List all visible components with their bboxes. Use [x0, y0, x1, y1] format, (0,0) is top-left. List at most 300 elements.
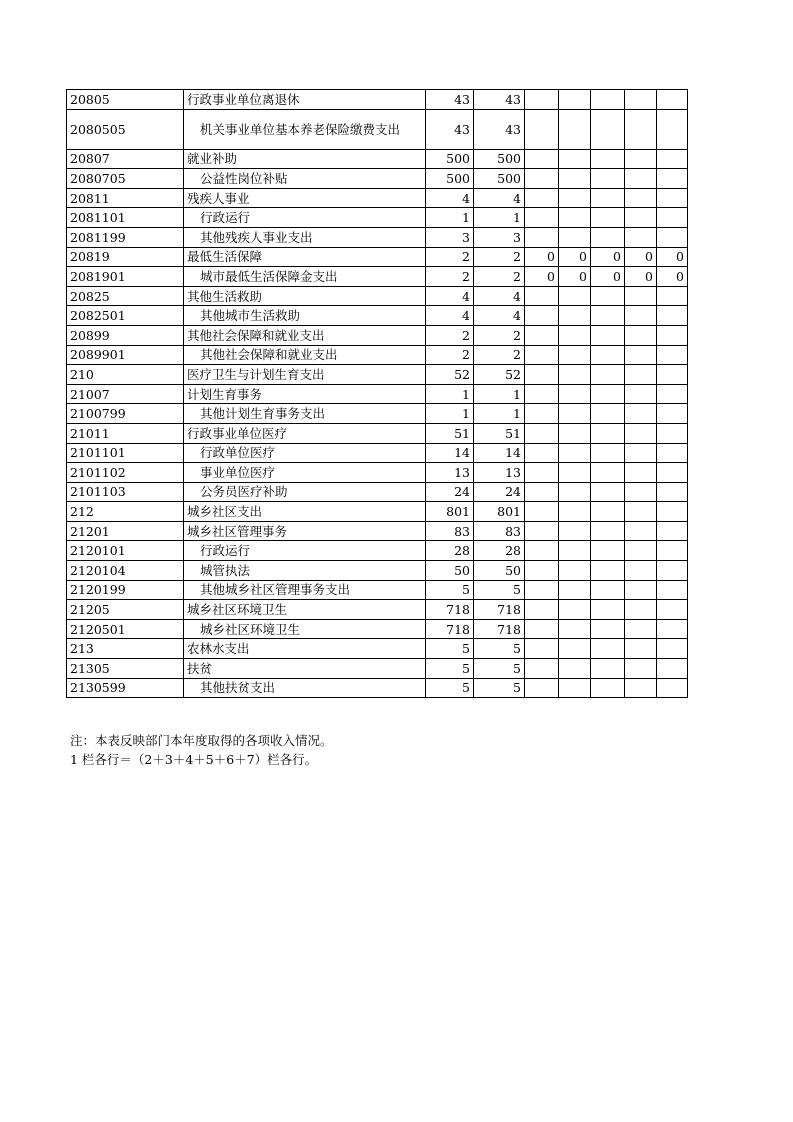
amount-cell-col-3	[525, 482, 559, 502]
amount-cell-col-5	[591, 678, 625, 698]
amount-cell-col-5	[591, 659, 625, 679]
amount-cell-col-3	[525, 659, 559, 679]
amount-cell-col-1: 3	[426, 227, 474, 247]
amount-cell-col-4	[559, 678, 591, 698]
table-row	[67, 306, 688, 326]
amount-cell-col-2: 4	[474, 306, 525, 326]
amount-cell-col-6	[625, 423, 657, 443]
amount-cell-col-6	[625, 678, 657, 698]
amount-cell-col-3	[525, 619, 559, 639]
amount-cell-col-3	[525, 188, 559, 208]
amount-cell-col-2: 52	[474, 365, 525, 385]
amount-cell-col-7	[657, 600, 688, 620]
amount-cell-col-5	[591, 482, 625, 502]
amount-cell-col-5	[591, 306, 625, 326]
amount-cell-col-1: 718	[426, 619, 474, 639]
amount-cell-col-1: 2	[426, 345, 474, 365]
amount-cell-col-3	[525, 580, 559, 600]
account-name-cell: 城乡社区环境卫生	[184, 600, 426, 620]
account-name-cell: 其他社会保障和就业支出	[184, 325, 426, 345]
amount-cell-col-7	[657, 90, 688, 110]
amount-cell-col-5: 0	[591, 247, 625, 267]
amount-cell-col-6	[625, 188, 657, 208]
amount-cell-col-1: 52	[426, 365, 474, 385]
amount-cell-col-2: 2	[474, 325, 525, 345]
amount-cell-col-1: 4	[426, 306, 474, 326]
amount-cell-col-5	[591, 463, 625, 483]
amount-cell-col-7	[657, 541, 688, 561]
amount-cell-col-3	[525, 325, 559, 345]
account-code-cell: 2082501	[67, 306, 184, 326]
amount-cell-col-6	[625, 580, 657, 600]
amount-cell-col-3	[525, 286, 559, 306]
amount-cell-col-6	[625, 561, 657, 581]
account-code-cell: 20807	[67, 149, 184, 169]
table-row	[67, 600, 688, 620]
amount-cell-col-2: 5	[474, 678, 525, 698]
amount-cell-col-4	[559, 109, 591, 149]
amount-cell-col-4	[559, 659, 591, 679]
amount-cell-col-6: 0	[625, 267, 657, 287]
amount-cell-col-4	[559, 208, 591, 228]
account-name-cell: 其他残疾人事业支出	[184, 227, 426, 247]
account-code-cell: 213	[67, 639, 184, 659]
amount-cell-col-1: 1	[426, 208, 474, 228]
amount-cell-col-6	[625, 325, 657, 345]
account-code-cell: 2101103	[67, 482, 184, 502]
amount-cell-col-7	[657, 365, 688, 385]
table-row	[67, 404, 688, 424]
account-name-cell: 城管执法	[184, 561, 426, 581]
column-formula-note: 1 栏各行＝（2＋3＋4＋5＋6＋7）栏各行。	[70, 752, 318, 767]
account-code-cell: 2081101	[67, 208, 184, 228]
amount-cell-col-4	[559, 345, 591, 365]
amount-cell-col-4	[559, 639, 591, 659]
amount-cell-col-7	[657, 109, 688, 149]
amount-cell-col-1: 4	[426, 286, 474, 306]
amount-cell-col-1: 4	[426, 188, 474, 208]
account-code-cell: 2081199	[67, 227, 184, 247]
table-row	[67, 169, 688, 189]
account-name-cell: 农林水支出	[184, 639, 426, 659]
account-code-cell: 2080705	[67, 169, 184, 189]
amount-cell-col-6	[625, 443, 657, 463]
amount-cell-col-5	[591, 227, 625, 247]
table-row	[67, 423, 688, 443]
account-name-cell: 城乡社区环境卫生	[184, 619, 426, 639]
amount-cell-col-4: 0	[559, 267, 591, 287]
amount-cell-col-6	[625, 109, 657, 149]
amount-cell-col-3	[525, 561, 559, 581]
table-row	[67, 149, 688, 169]
account-name-cell: 行政单位医疗	[184, 443, 426, 463]
amount-cell-col-5	[591, 580, 625, 600]
amount-cell-col-6	[625, 463, 657, 483]
account-code-cell: 2120101	[67, 541, 184, 561]
amount-cell-col-7	[657, 561, 688, 581]
amount-cell-col-1: 801	[426, 502, 474, 522]
amount-cell-col-2: 801	[474, 502, 525, 522]
account-name-cell: 扶贫	[184, 659, 426, 679]
amount-cell-col-7	[657, 345, 688, 365]
amount-cell-col-4	[559, 580, 591, 600]
amount-cell-col-1: 2	[426, 325, 474, 345]
amount-cell-col-6: 0	[625, 247, 657, 267]
amount-cell-col-2: 51	[474, 423, 525, 443]
amount-cell-col-7	[657, 521, 688, 541]
amount-cell-col-4	[559, 463, 591, 483]
amount-cell-col-1: 1	[426, 384, 474, 404]
table-row	[67, 286, 688, 306]
amount-cell-col-2: 718	[474, 600, 525, 620]
amount-cell-col-5	[591, 169, 625, 189]
account-name-cell: 其他扶贫支出	[184, 678, 426, 698]
amount-cell-col-6	[625, 659, 657, 679]
amount-cell-col-5	[591, 384, 625, 404]
amount-cell-col-6	[625, 482, 657, 502]
amount-cell-col-5	[591, 639, 625, 659]
amount-cell-col-2: 4	[474, 286, 525, 306]
account-name-cell: 城乡社区管理事务	[184, 521, 426, 541]
account-name-cell: 其他城乡社区管理事务支出	[184, 580, 426, 600]
account-code-cell: 2120501	[67, 619, 184, 639]
amount-cell-col-1: 2	[426, 247, 474, 267]
amount-cell-col-2: 5	[474, 659, 525, 679]
amount-cell-col-4	[559, 541, 591, 561]
table-row	[67, 227, 688, 247]
amount-cell-col-3	[525, 502, 559, 522]
amount-cell-col-7	[657, 384, 688, 404]
account-code-cell: 21201	[67, 521, 184, 541]
amount-cell-col-3	[525, 345, 559, 365]
table-row	[67, 463, 688, 483]
account-name-cell: 城市最低生活保障金支出	[184, 267, 426, 287]
account-code-cell: 20811	[67, 188, 184, 208]
amount-cell-col-2: 1	[474, 208, 525, 228]
amount-cell-col-5	[591, 345, 625, 365]
amount-cell-col-6	[625, 227, 657, 247]
amount-cell-col-3	[525, 463, 559, 483]
amount-cell-col-5	[591, 149, 625, 169]
amount-cell-col-7	[657, 463, 688, 483]
account-code-cell: 21205	[67, 600, 184, 620]
amount-cell-col-7	[657, 482, 688, 502]
amount-cell-col-3	[525, 443, 559, 463]
amount-cell-col-2: 5	[474, 580, 525, 600]
table-row	[67, 561, 688, 581]
amount-cell-col-6	[625, 619, 657, 639]
amount-cell-col-6	[625, 169, 657, 189]
amount-cell-col-1: 5	[426, 580, 474, 600]
amount-cell-col-6	[625, 404, 657, 424]
amount-cell-col-6	[625, 208, 657, 228]
amount-cell-col-6	[625, 541, 657, 561]
amount-cell-col-3	[525, 404, 559, 424]
amount-cell-col-1: 51	[426, 423, 474, 443]
account-code-cell: 2101102	[67, 463, 184, 483]
table-row	[67, 267, 688, 287]
amount-cell-col-5	[591, 521, 625, 541]
amount-cell-col-3	[525, 208, 559, 228]
amount-cell-col-4	[559, 443, 591, 463]
amount-cell-col-4	[559, 149, 591, 169]
table-row	[67, 208, 688, 228]
amount-cell-col-4	[559, 188, 591, 208]
amount-cell-col-2: 24	[474, 482, 525, 502]
amount-cell-col-4	[559, 482, 591, 502]
amount-cell-col-2: 43	[474, 109, 525, 149]
amount-cell-col-2: 83	[474, 521, 525, 541]
account-code-cell: 2120199	[67, 580, 184, 600]
amount-cell-col-6	[625, 521, 657, 541]
table-row	[67, 639, 688, 659]
amount-cell-col-1: 500	[426, 169, 474, 189]
amount-cell-col-5	[591, 286, 625, 306]
account-code-cell: 2089901	[67, 345, 184, 365]
account-name-cell: 残疾人事业	[184, 188, 426, 208]
amount-cell-col-2: 2	[474, 345, 525, 365]
amount-cell-col-2: 28	[474, 541, 525, 561]
table-row	[67, 443, 688, 463]
amount-cell-col-4	[559, 600, 591, 620]
table-row	[67, 502, 688, 522]
account-code-cell: 212	[67, 502, 184, 522]
amount-cell-col-2: 14	[474, 443, 525, 463]
amount-cell-col-1: 50	[426, 561, 474, 581]
amount-cell-col-7	[657, 286, 688, 306]
amount-cell-col-4	[559, 365, 591, 385]
table-row	[67, 365, 688, 385]
amount-cell-col-2: 718	[474, 619, 525, 639]
amount-cell-col-6	[625, 600, 657, 620]
amount-cell-col-1: 28	[426, 541, 474, 561]
amount-cell-col-6	[625, 639, 657, 659]
amount-cell-col-5	[591, 541, 625, 561]
account-code-cell: 2080505	[67, 109, 184, 149]
amount-cell-col-3	[525, 90, 559, 110]
amount-cell-col-5	[591, 600, 625, 620]
amount-cell-col-5	[591, 90, 625, 110]
amount-cell-col-5	[591, 208, 625, 228]
amount-cell-col-7	[657, 443, 688, 463]
account-code-cell: 20819	[67, 247, 184, 267]
amount-cell-col-6	[625, 149, 657, 169]
account-name-cell: 就业补助	[184, 149, 426, 169]
amount-cell-col-3	[525, 639, 559, 659]
account-name-cell: 行政事业单位医疗	[184, 423, 426, 443]
table-row	[67, 619, 688, 639]
amount-cell-col-7	[657, 502, 688, 522]
amount-cell-col-5	[591, 188, 625, 208]
amount-cell-col-1: 718	[426, 600, 474, 620]
account-name-cell: 其他城市生活救助	[184, 306, 426, 326]
amount-cell-col-2: 43	[474, 90, 525, 110]
amount-cell-col-4	[559, 561, 591, 581]
amount-cell-col-6	[625, 345, 657, 365]
amount-cell-col-3	[525, 365, 559, 385]
amount-cell-col-7	[657, 639, 688, 659]
amount-cell-col-7	[657, 619, 688, 639]
amount-cell-col-3	[525, 149, 559, 169]
account-name-cell: 其他生活救助	[184, 286, 426, 306]
amount-cell-col-1: 14	[426, 443, 474, 463]
amount-cell-col-4	[559, 521, 591, 541]
amount-cell-col-5	[591, 423, 625, 443]
amount-cell-col-3	[525, 109, 559, 149]
amount-cell-col-3: 0	[525, 267, 559, 287]
amount-cell-col-7: 0	[657, 267, 688, 287]
amount-cell-col-7	[657, 659, 688, 679]
amount-cell-col-3	[525, 600, 559, 620]
account-name-cell: 其他社会保障和就业支出	[184, 345, 426, 365]
amount-cell-col-5	[591, 109, 625, 149]
table-row	[67, 247, 688, 267]
amount-cell-col-6	[625, 502, 657, 522]
amount-cell-col-1: 83	[426, 521, 474, 541]
amount-cell-col-1: 5	[426, 639, 474, 659]
amount-cell-col-7	[657, 208, 688, 228]
table-row	[67, 325, 688, 345]
amount-cell-col-5	[591, 404, 625, 424]
amount-cell-col-2: 500	[474, 149, 525, 169]
amount-cell-col-5	[591, 561, 625, 581]
amount-cell-col-3	[525, 306, 559, 326]
amount-cell-col-1: 43	[426, 90, 474, 110]
account-code-cell: 210	[67, 365, 184, 385]
amount-cell-col-1: 24	[426, 482, 474, 502]
amount-cell-col-4	[559, 423, 591, 443]
amount-cell-col-7	[657, 423, 688, 443]
account-code-cell: 2120104	[67, 561, 184, 581]
amount-cell-col-4	[559, 384, 591, 404]
account-name-cell: 行政事业单位离退休	[184, 90, 426, 110]
table-row	[67, 541, 688, 561]
amount-cell-col-4	[559, 306, 591, 326]
amount-cell-col-4: 0	[559, 247, 591, 267]
amount-cell-col-3	[525, 423, 559, 443]
amount-cell-col-6	[625, 90, 657, 110]
amount-cell-col-4	[559, 404, 591, 424]
amount-cell-col-3	[525, 678, 559, 698]
account-name-cell: 公益性岗位补贴	[184, 169, 426, 189]
amount-cell-col-7	[657, 580, 688, 600]
amount-cell-col-2: 1	[474, 384, 525, 404]
amount-cell-col-1: 43	[426, 109, 474, 149]
account-code-cell: 20825	[67, 286, 184, 306]
account-name-cell: 行政运行	[184, 208, 426, 228]
table-row	[67, 90, 688, 110]
amount-cell-col-2: 5	[474, 639, 525, 659]
amount-cell-col-5	[591, 619, 625, 639]
account-code-cell: 2130599	[67, 678, 184, 698]
account-code-cell: 21007	[67, 384, 184, 404]
amount-cell-col-4	[559, 286, 591, 306]
account-code-cell: 2100799	[67, 404, 184, 424]
amount-cell-col-7	[657, 678, 688, 698]
table-row	[67, 678, 688, 698]
amount-cell-col-3: 0	[525, 247, 559, 267]
amount-cell-col-3	[525, 541, 559, 561]
amount-cell-col-1: 500	[426, 149, 474, 169]
amount-cell-col-7	[657, 404, 688, 424]
amount-cell-col-6	[625, 306, 657, 326]
amount-cell-col-6	[625, 384, 657, 404]
account-code-cell: 2081901	[67, 267, 184, 287]
account-name-cell: 公务员医疗补助	[184, 482, 426, 502]
account-name-cell: 医疗卫生与计划生育支出	[184, 365, 426, 385]
table-row	[67, 521, 688, 541]
amount-cell-col-3	[525, 521, 559, 541]
table-row	[67, 659, 688, 679]
amount-cell-col-7: 0	[657, 247, 688, 267]
amount-cell-col-2: 1	[474, 404, 525, 424]
amount-cell-col-7	[657, 169, 688, 189]
amount-cell-col-5	[591, 365, 625, 385]
amount-cell-col-1: 2	[426, 267, 474, 287]
amount-cell-col-4	[559, 90, 591, 110]
amount-cell-col-6	[625, 286, 657, 306]
amount-cell-col-5	[591, 443, 625, 463]
amount-cell-col-4	[559, 325, 591, 345]
amount-cell-col-5	[591, 325, 625, 345]
amount-cell-col-4	[559, 619, 591, 639]
amount-cell-col-2: 50	[474, 561, 525, 581]
table-row	[67, 580, 688, 600]
amount-cell-col-5	[591, 502, 625, 522]
budget-table	[66, 89, 688, 698]
amount-cell-col-3	[525, 169, 559, 189]
account-code-cell: 21011	[67, 423, 184, 443]
table-row	[67, 482, 688, 502]
amount-cell-col-7	[657, 227, 688, 247]
amount-cell-col-1: 5	[426, 678, 474, 698]
amount-cell-col-2: 2	[474, 247, 525, 267]
amount-cell-col-1: 13	[426, 463, 474, 483]
amount-cell-col-2: 500	[474, 169, 525, 189]
account-code-cell: 20805	[67, 90, 184, 110]
amount-cell-col-4	[559, 169, 591, 189]
account-name-cell: 城乡社区支出	[184, 502, 426, 522]
amount-cell-col-2: 2	[474, 267, 525, 287]
amount-cell-col-7	[657, 306, 688, 326]
amount-cell-col-4	[559, 502, 591, 522]
amount-cell-col-7	[657, 188, 688, 208]
table-row	[67, 384, 688, 404]
amount-cell-col-1: 5	[426, 659, 474, 679]
table-row	[67, 109, 688, 149]
account-name-cell: 机关事业单位基本养老保险缴费支出	[184, 109, 426, 149]
amount-cell-col-5: 0	[591, 267, 625, 287]
amount-cell-col-6	[625, 365, 657, 385]
table-note: 注：本表反映部门本年度取得的各项收入情况。	[70, 733, 333, 748]
amount-cell-col-7	[657, 325, 688, 345]
account-code-cell: 2101101	[67, 443, 184, 463]
amount-cell-col-2: 3	[474, 227, 525, 247]
amount-cell-col-1: 1	[426, 404, 474, 424]
table-row	[67, 188, 688, 208]
amount-cell-col-3	[525, 384, 559, 404]
account-name-cell: 事业单位医疗	[184, 463, 426, 483]
amount-cell-col-4	[559, 227, 591, 247]
account-name-cell: 最低生活保障	[184, 247, 426, 267]
amount-cell-col-2: 13	[474, 463, 525, 483]
account-code-cell: 21305	[67, 659, 184, 679]
table-row	[67, 345, 688, 365]
account-name-cell: 其他计划生育事务支出	[184, 404, 426, 424]
amount-cell-col-7	[657, 149, 688, 169]
amount-cell-col-2: 4	[474, 188, 525, 208]
account-code-cell: 20899	[67, 325, 184, 345]
